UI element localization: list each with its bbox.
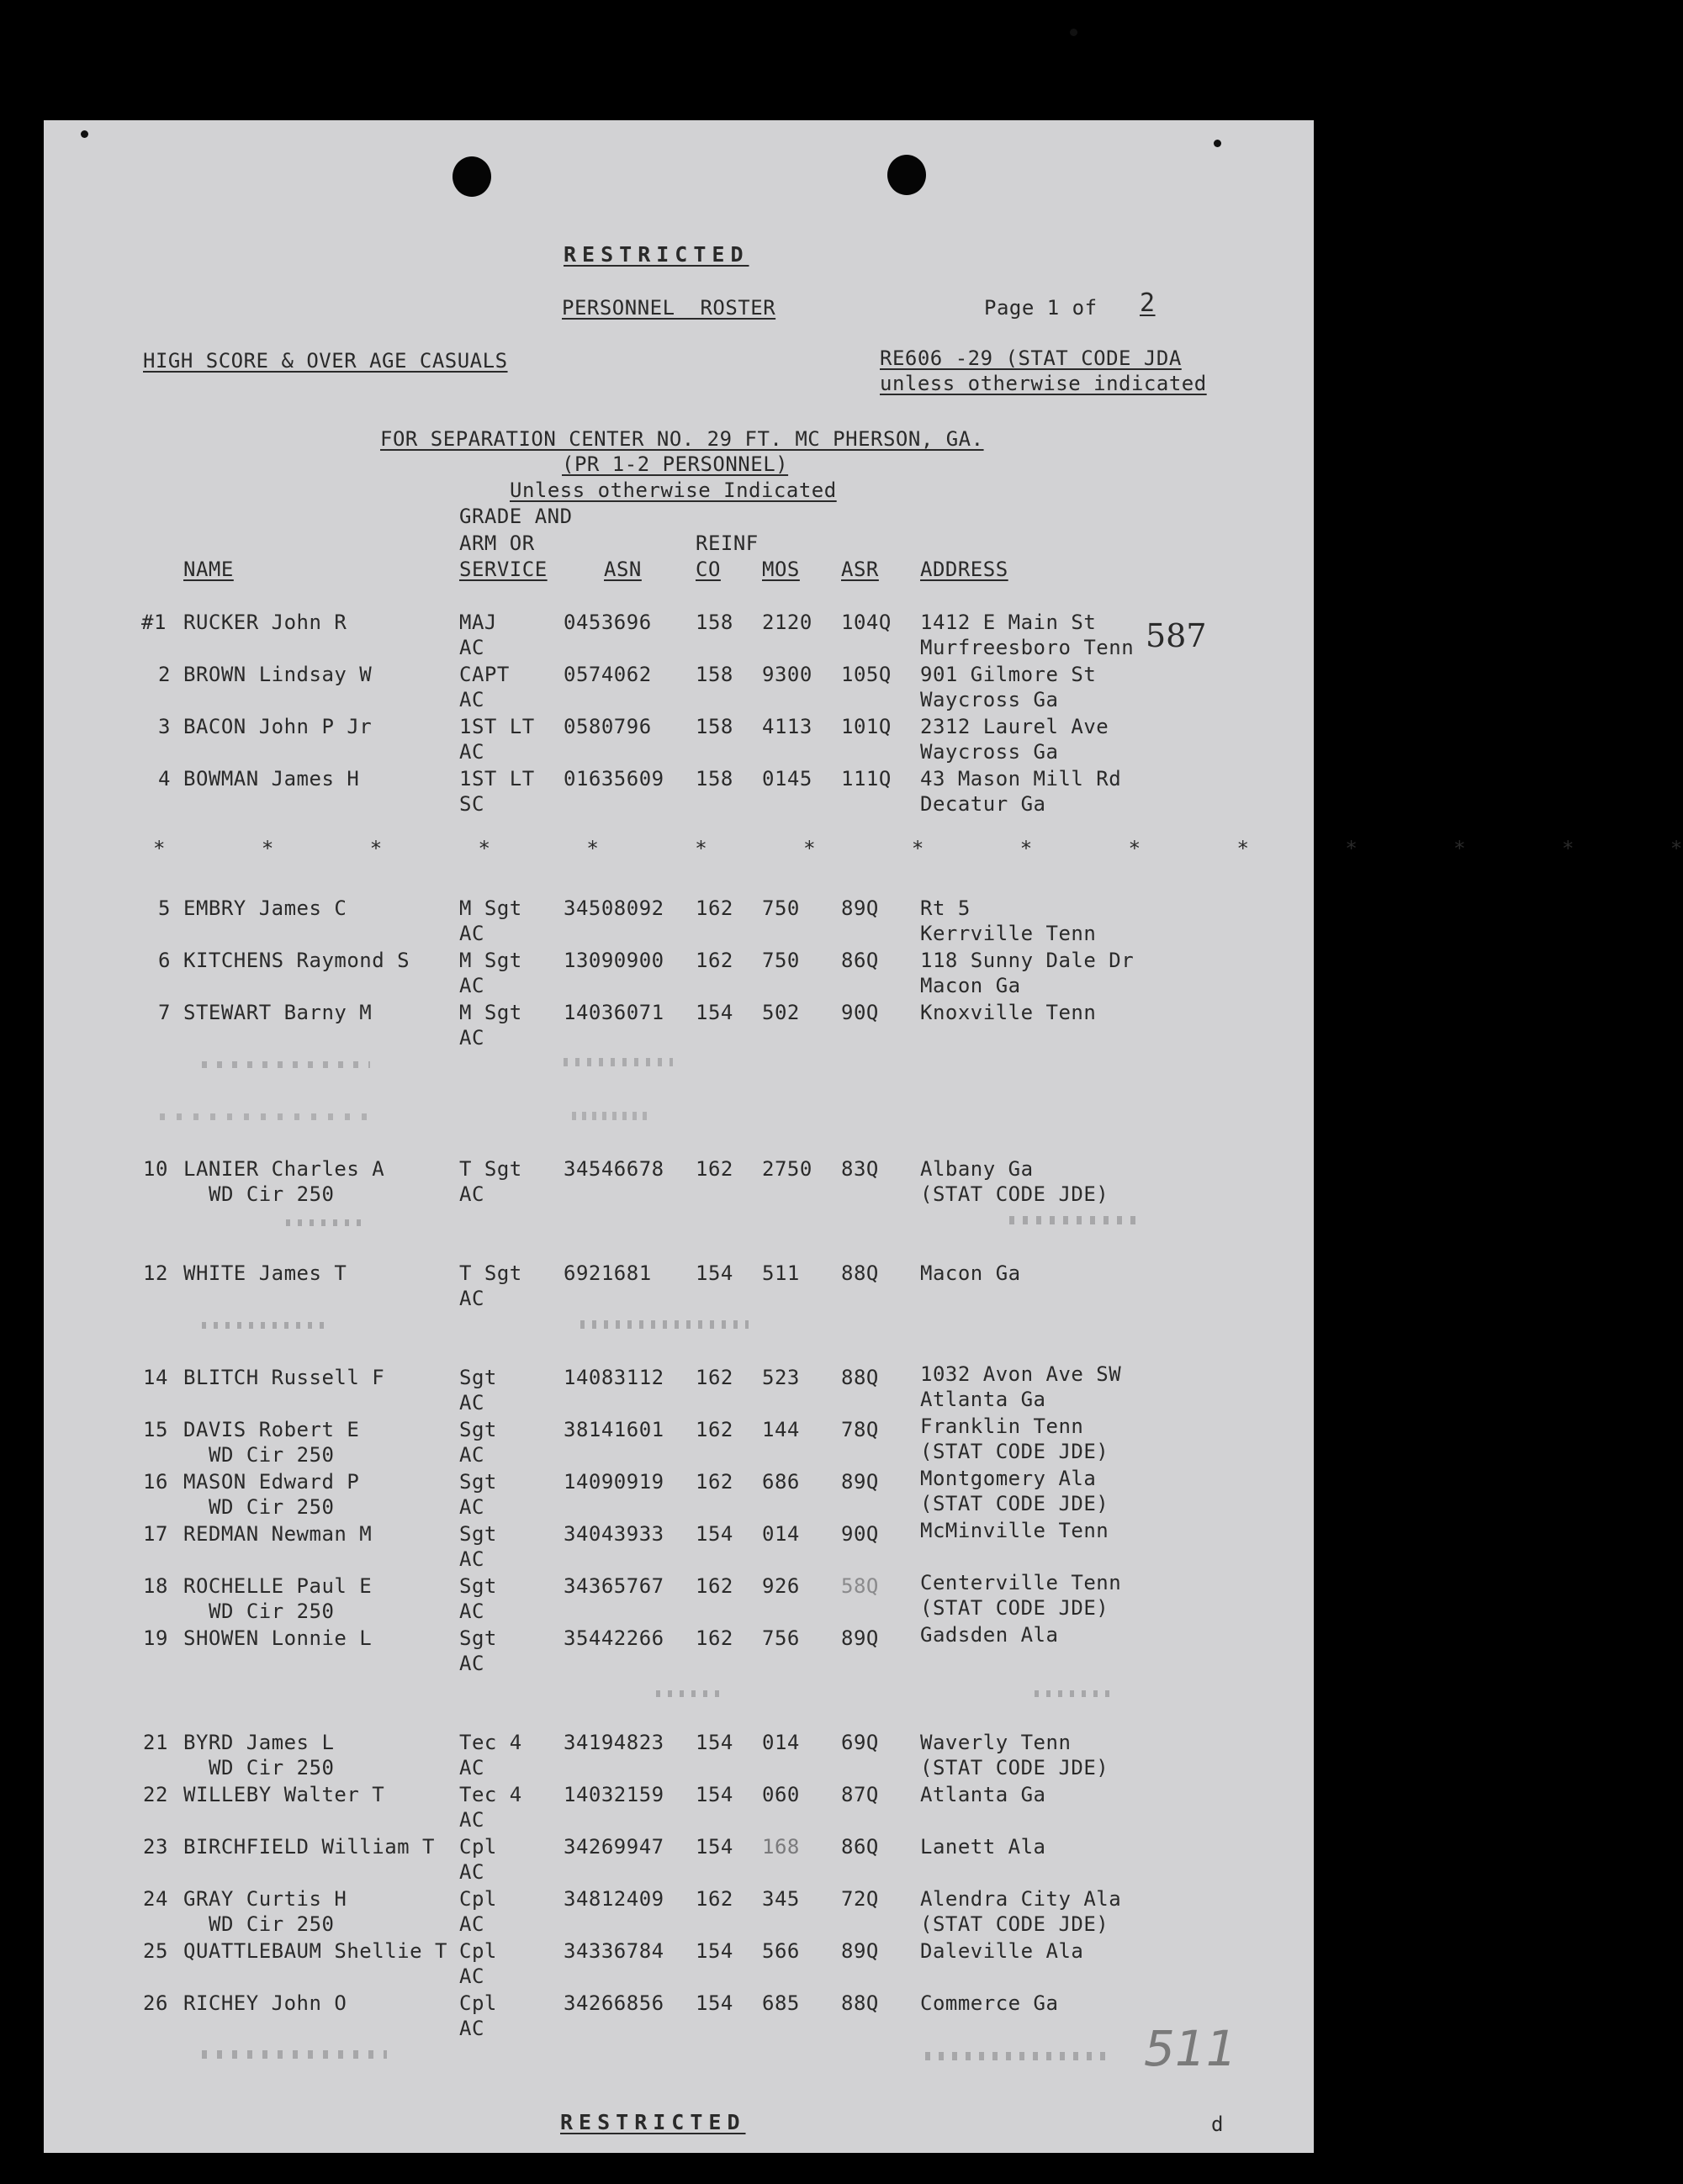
row-asr: 90Q xyxy=(841,1001,879,1024)
row-addr-1: Waverly Tenn xyxy=(920,1731,1072,1754)
row-asn: 34812409 xyxy=(564,1887,664,1911)
redacted-row xyxy=(656,1690,723,1697)
punch-hole-right xyxy=(887,155,926,195)
row-grade: Tec 4 xyxy=(459,1731,522,1754)
col-grade-1: GRADE AND xyxy=(459,505,573,528)
row-grade: T Sgt xyxy=(459,1261,522,1285)
row-co: 154 xyxy=(696,1991,733,2015)
row-name: DAVIS Robert E xyxy=(183,1418,360,1441)
row-co: 158 xyxy=(696,767,733,791)
row-arm: AC xyxy=(459,1391,484,1415)
row-name: MASON Edward P xyxy=(183,1470,360,1494)
redacted-row xyxy=(580,1320,749,1329)
row-sub: WD Cir 250 xyxy=(209,1495,335,1519)
row-co: 162 xyxy=(696,949,733,972)
row-co: 162 xyxy=(696,1574,733,1598)
row-asr: 88Q xyxy=(841,1261,879,1285)
row-co: 154 xyxy=(696,1001,733,1024)
row-grade: Cpl xyxy=(459,1939,497,1963)
row-grade: MAJ xyxy=(459,611,497,634)
row-grade: Sgt xyxy=(459,1366,497,1389)
row-addr-1: Albany Ga xyxy=(920,1157,1034,1181)
row-addr-1: Atlanta Ga xyxy=(920,1783,1046,1806)
row-asr: 83Q xyxy=(841,1157,879,1181)
row-asr: 101Q xyxy=(841,715,892,738)
row-name: EMBRY James C xyxy=(183,896,347,920)
row-mos: 756 xyxy=(762,1626,800,1650)
row-grade: Sgt xyxy=(459,1418,497,1441)
row-co: 162 xyxy=(696,1470,733,1494)
stamp-number: 587 xyxy=(1146,617,1207,654)
row-sub: WD Cir 250 xyxy=(209,1756,335,1779)
row-mos: 345 xyxy=(762,1887,800,1911)
row-addr-1: 43 Mason Mill Rd xyxy=(920,767,1122,791)
row-name: BOWMAN James H xyxy=(183,767,360,791)
row-asn: 01635609 xyxy=(564,767,664,791)
row-num: 18 xyxy=(143,1574,168,1598)
row-name: ROCHELLE Paul E xyxy=(183,1574,373,1598)
row-addr-1: Knoxville Tenn xyxy=(920,1001,1097,1024)
row-addr-1: Gadsden Ala xyxy=(920,1623,1059,1647)
row-mos: 060 xyxy=(762,1783,800,1806)
ref-line-2: unless otherwise indicated xyxy=(880,372,1207,395)
handwritten-number: 511 xyxy=(1144,2020,1237,2077)
row-grade: M Sgt xyxy=(459,949,522,972)
row-arm: AC xyxy=(459,1965,484,1988)
row-num: 23 xyxy=(143,1835,168,1859)
row-arm: AC xyxy=(459,1600,484,1623)
row-num: 3 xyxy=(158,715,171,738)
row-asr: 86Q xyxy=(841,949,879,972)
row-num: 16 xyxy=(143,1470,168,1494)
redacted-row xyxy=(925,2052,1110,2060)
row-addr-1: Rt 5 xyxy=(920,896,971,920)
row-asn: 14083112 xyxy=(564,1366,664,1389)
col-asn: ASN xyxy=(604,558,642,581)
row-mos: 750 xyxy=(762,949,800,972)
row-co: 162 xyxy=(696,1418,733,1441)
row-asn: 14032159 xyxy=(564,1783,664,1806)
row-name: REDMAN Newman M xyxy=(183,1522,373,1546)
page-label: Page 1 of xyxy=(984,296,1098,320)
personnel-line: (PR 1-2 PERSONNEL) xyxy=(562,452,789,476)
row-num: 26 xyxy=(143,1991,168,2015)
row-asr: 89Q xyxy=(841,896,879,920)
row-addr-1: Alendra City Ala xyxy=(920,1887,1122,1911)
row-num: 15 xyxy=(143,1418,168,1441)
unless-line: Unless otherwise Indicated xyxy=(510,479,837,502)
row-mos: 926 xyxy=(762,1574,800,1598)
row-grade: Sgt xyxy=(459,1522,497,1546)
row-grade: Cpl xyxy=(459,1887,497,1911)
punch-hole-left xyxy=(453,156,491,197)
row-co: 154 xyxy=(696,1835,733,1859)
row-sub: WD Cir 250 xyxy=(209,1443,335,1467)
row-asr: 88Q xyxy=(841,1991,879,2015)
row-addr-1: Commerce Ga xyxy=(920,1991,1059,2015)
row-arm: SC xyxy=(459,792,484,816)
row-addr-1: Montgomery Ala xyxy=(920,1467,1097,1490)
row-mos: 750 xyxy=(762,896,800,920)
row-mos: 686 xyxy=(762,1470,800,1494)
row-asn: 34194823 xyxy=(564,1731,664,1754)
row-co: 162 xyxy=(696,1626,733,1650)
redacted-row xyxy=(286,1219,362,1226)
row-asn: 0574062 xyxy=(564,663,652,686)
row-asn: 13090900 xyxy=(564,949,664,972)
row-arm: AC xyxy=(459,1182,484,1206)
row-asr: 111Q xyxy=(841,767,892,791)
row-num: 22 xyxy=(143,1783,168,1806)
row-co: 162 xyxy=(696,1157,733,1181)
row-num: 19 xyxy=(143,1626,168,1650)
row-asn: 35442266 xyxy=(564,1626,664,1650)
row-addr-2: Waycross Ga xyxy=(920,688,1059,711)
row-asn: 34266856 xyxy=(564,1991,664,2015)
row-name: BROWN Lindsay W xyxy=(183,663,373,686)
row-grade: Sgt xyxy=(459,1470,497,1494)
row-name: WILLEBY Walter T xyxy=(183,1783,385,1806)
row-addr-1: Daleville Ala xyxy=(920,1939,1084,1963)
row-mos: 014 xyxy=(762,1731,800,1754)
row-asn: 0453696 xyxy=(564,611,652,634)
center-line: FOR SEPARATION CENTER NO. 29 FT. MC PHERSON, GA. xyxy=(380,427,984,451)
row-asr: 72Q xyxy=(841,1887,879,1911)
row-grade: M Sgt xyxy=(459,896,522,920)
redacted-row xyxy=(1035,1690,1110,1697)
star-separator: * * * * * * * * * * * * * * * xyxy=(153,837,1683,860)
row-asr: 88Q xyxy=(841,1366,879,1389)
row-mos: 144 xyxy=(762,1418,800,1441)
row-arm: AC xyxy=(459,1808,484,1832)
row-grade: Sgt xyxy=(459,1574,497,1598)
row-arm: AC xyxy=(459,2017,484,2040)
row-num: 6 xyxy=(158,949,171,972)
row-sub: WD Cir 250 xyxy=(209,1912,335,1936)
redacted-row xyxy=(202,2050,387,2059)
row-asr: 69Q xyxy=(841,1731,879,1754)
row-name: QUATTLEBAUM Shellie T xyxy=(183,1939,447,1963)
row-name: RUCKER John R xyxy=(183,611,347,634)
row-co: 154 xyxy=(696,1731,733,1754)
row-grade: 1ST LT xyxy=(459,715,535,738)
row-co: 158 xyxy=(696,663,733,686)
footer-mark: d xyxy=(1211,2113,1224,2136)
row-addr-2: (STAT CODE JDE) xyxy=(920,1182,1109,1206)
row-addr-1: Centerville Tenn xyxy=(920,1571,1122,1594)
row-addr-2: (STAT CODE JDE) xyxy=(920,1492,1109,1515)
row-num: 17 xyxy=(143,1522,168,1546)
row-arm: AC xyxy=(459,1547,484,1571)
row-arm: AC xyxy=(459,1860,484,1884)
row-co: 154 xyxy=(696,1261,733,1285)
row-grade: M Sgt xyxy=(459,1001,522,1024)
row-asn: 34043933 xyxy=(564,1522,664,1546)
row-name: LANIER Charles A xyxy=(183,1157,385,1181)
row-asn: 14090919 xyxy=(564,1470,664,1494)
row-mos: 511 xyxy=(762,1261,800,1285)
row-addr-1: 1412 E Main St xyxy=(920,611,1097,634)
row-mos: 2120 xyxy=(762,611,812,634)
row-name: WHITE James T xyxy=(183,1261,347,1285)
row-mos: 2750 xyxy=(762,1157,812,1181)
row-grade: Sgt xyxy=(459,1626,497,1650)
row-name: RICHEY John O xyxy=(183,1991,347,2015)
col-reinf-1: REINF xyxy=(696,531,759,555)
row-co: 154 xyxy=(696,1522,733,1546)
ink-speck xyxy=(1070,29,1077,36)
row-mos: 502 xyxy=(762,1001,800,1024)
row-arm: AC xyxy=(459,1287,484,1310)
row-asn: 6921681 xyxy=(564,1261,652,1285)
col-reinf-2: CO xyxy=(696,558,721,581)
row-arm: AC xyxy=(459,1756,484,1779)
row-name: BIRCHFIELD William T xyxy=(183,1835,435,1859)
row-sub: WD Cir 250 xyxy=(209,1182,335,1206)
row-addr-1: 1032 Avon Ave SW xyxy=(920,1362,1122,1386)
row-addr-2: Decatur Ga xyxy=(920,792,1046,816)
row-addr-1: Lanett Ala xyxy=(920,1835,1046,1859)
row-addr-2: Waycross Ga xyxy=(920,740,1059,764)
col-grade-2: ARM OR xyxy=(459,531,535,555)
row-num: 24 xyxy=(143,1887,168,1911)
row-asn: 14036071 xyxy=(564,1001,664,1024)
row-addr-2: (STAT CODE JDE) xyxy=(920,1440,1109,1463)
row-asn: 34365767 xyxy=(564,1574,664,1598)
row-num: 25 xyxy=(143,1939,168,1963)
row-co: 162 xyxy=(696,1366,733,1389)
row-asr: 104Q xyxy=(841,611,892,634)
row-grade: CAPT xyxy=(459,663,510,686)
row-asn: 34508092 xyxy=(564,896,664,920)
row-asn: 34546678 xyxy=(564,1157,664,1181)
row-grade: T Sgt xyxy=(459,1157,522,1181)
row-arm: AC xyxy=(459,1026,484,1050)
row-num: 12 xyxy=(143,1261,168,1285)
row-mos: 685 xyxy=(762,1991,800,2015)
row-addr-2: Murfreesboro Tenn xyxy=(920,636,1135,659)
row-asn: 34336784 xyxy=(564,1939,664,1963)
row-grade: Tec 4 xyxy=(459,1783,522,1806)
row-arm: AC xyxy=(459,922,484,945)
row-name: GRAY Curtis H xyxy=(183,1887,347,1911)
ink-speck xyxy=(81,130,88,138)
row-addr-1: Franklin Tenn xyxy=(920,1415,1084,1438)
row-num: 14 xyxy=(143,1366,168,1389)
row-num: #1 xyxy=(141,611,167,634)
row-asn: 0580796 xyxy=(564,715,652,738)
row-co: 154 xyxy=(696,1939,733,1963)
row-co: 158 xyxy=(696,611,733,634)
row-asr: 89Q xyxy=(841,1626,879,1650)
row-name: BACON John P Jr xyxy=(183,715,373,738)
redacted-row xyxy=(572,1112,648,1120)
row-mos: 0145 xyxy=(762,767,812,791)
row-arm: AC xyxy=(459,636,484,659)
row-num: 7 xyxy=(158,1001,171,1024)
row-name: STEWART Barny M xyxy=(183,1001,373,1024)
row-mos: 168 xyxy=(762,1835,800,1859)
row-addr-1: 901 Gilmore St xyxy=(920,663,1097,686)
redacted-row xyxy=(202,1061,370,1068)
row-asr: 87Q xyxy=(841,1783,879,1806)
row-addr-2: Atlanta Ga xyxy=(920,1388,1046,1411)
row-addr-1: McMinville Tenn xyxy=(920,1519,1109,1542)
row-mos: 4113 xyxy=(762,715,812,738)
col-name: NAME xyxy=(183,558,234,581)
row-addr-2: Kerrville Tenn xyxy=(920,922,1097,945)
row-addr-1: Macon Ga xyxy=(920,1261,1021,1285)
ref-line-1: RE606 -29 (STAT CODE JDA xyxy=(880,346,1182,370)
row-addr-2: (STAT CODE JDE) xyxy=(920,1912,1109,1936)
col-address: ADDRESS xyxy=(920,558,1008,581)
row-name: SHOWEN Lonnie L xyxy=(183,1626,373,1650)
redacted-row xyxy=(202,1322,328,1329)
row-name: BLITCH Russell F xyxy=(183,1366,385,1389)
redacted-row xyxy=(160,1113,370,1120)
row-arm: AC xyxy=(459,740,484,764)
row-mos: 566 xyxy=(762,1939,800,1963)
row-grade: Cpl xyxy=(459,1835,497,1859)
redacted-row xyxy=(564,1058,673,1066)
page-total: 2 xyxy=(1140,288,1156,318)
row-asr: 90Q xyxy=(841,1522,879,1546)
section-title: HIGH SCORE & OVER AGE CASUALS xyxy=(143,349,508,373)
row-co: 162 xyxy=(696,1887,733,1911)
row-asn: 38141601 xyxy=(564,1418,664,1441)
row-sub: WD Cir 250 xyxy=(209,1600,335,1623)
row-addr-2: (STAT CODE JDE) xyxy=(920,1756,1109,1779)
row-arm: AC xyxy=(459,1912,484,1936)
row-mos: 014 xyxy=(762,1522,800,1546)
row-arm: AC xyxy=(459,1443,484,1467)
row-asr: 89Q xyxy=(841,1470,879,1494)
ink-speck xyxy=(1214,140,1221,147)
row-asn: 34269947 xyxy=(564,1835,664,1859)
row-addr-1: 2312 Laurel Ave xyxy=(920,715,1109,738)
row-num: 21 xyxy=(143,1731,168,1754)
row-arm: AC xyxy=(459,1652,484,1675)
row-grade: 1ST LT xyxy=(459,767,535,791)
row-arm: AC xyxy=(459,1495,484,1519)
row-co: 162 xyxy=(696,896,733,920)
row-asr: 78Q xyxy=(841,1418,879,1441)
row-addr-2: (STAT CODE JDE) xyxy=(920,1596,1109,1620)
col-mos: MOS xyxy=(762,558,800,581)
row-name: BYRD James L xyxy=(183,1731,335,1754)
row-num: 5 xyxy=(158,896,171,920)
row-asr: 58Q xyxy=(841,1574,879,1598)
row-num: 2 xyxy=(158,663,171,686)
row-asr: 89Q xyxy=(841,1939,879,1963)
row-name: KITCHENS Raymond S xyxy=(183,949,410,972)
restricted-footer: RESTRICTED xyxy=(560,2110,746,2134)
row-arm: AC xyxy=(459,974,484,997)
row-asr: 86Q xyxy=(841,1835,879,1859)
restricted-header: RESTRICTED xyxy=(564,242,749,267)
row-addr-2: Macon Ga xyxy=(920,974,1021,997)
row-co: 154 xyxy=(696,1783,733,1806)
row-arm: AC xyxy=(459,688,484,711)
roster-title: PERSONNEL ROSTER xyxy=(562,296,776,320)
row-mos: 523 xyxy=(762,1366,800,1389)
row-mos: 9300 xyxy=(762,663,812,686)
redacted-row xyxy=(1009,1216,1135,1224)
row-asr: 105Q xyxy=(841,663,892,686)
row-addr-1: 118 Sunny Dale Dr xyxy=(920,949,1135,972)
row-grade: Cpl xyxy=(459,1991,497,2015)
col-grade-3: SERVICE xyxy=(459,558,548,581)
row-co: 158 xyxy=(696,715,733,738)
col-asr: ASR xyxy=(841,558,879,581)
row-num: 4 xyxy=(158,767,171,791)
row-num: 10 xyxy=(143,1157,168,1181)
